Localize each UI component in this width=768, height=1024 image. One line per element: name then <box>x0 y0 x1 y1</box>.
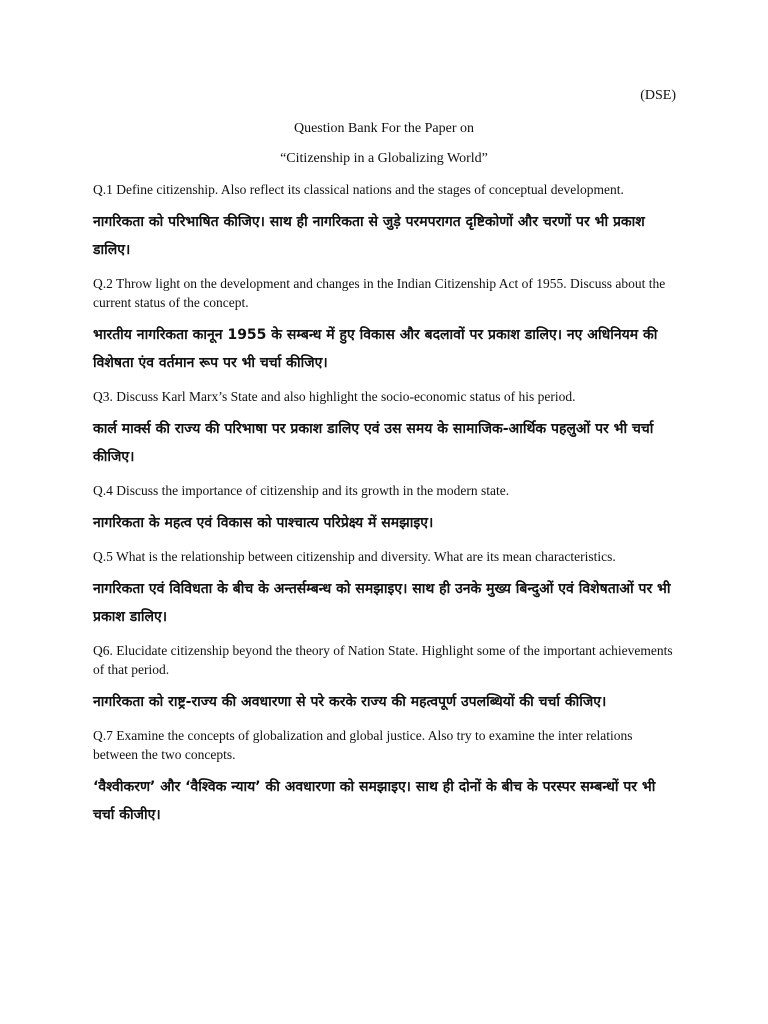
question-item <box>93 481 678 537</box>
question-english: Q.7 Examine the concepts of globalization and global justice. Also try to examine the inter relations between the two concepts. <box>93 728 633 762</box>
question-hindi: नागरिकता एवं विविधता के बीच के अन्तर्सम्बन्ध को समझाइए। साथ ही उनके मुख्य बिन्दुओं एवं विशेषताओं पर भी प्रकाश डालिए। <box>93 581 671 625</box>
question-item <box>93 641 678 716</box>
question-hindi: नागरिकता को राष्ट्र-राज्य की अवधारणा से परे करके राज्य की महत्वपूर्ण उपलब्धियों की चर्चा कीजिए। <box>93 694 607 710</box>
question-english: Q.1 Define citizenship. Also reflect its classical nations and the stages of conceptual development. <box>93 182 624 197</box>
question-list <box>93 180 678 839</box>
question-english: Q6. Elucidate citizenship beyond the theory of Nation State. Highlight some of the important achievements of that period. <box>93 643 673 677</box>
question-english: Q3. Discuss Karl Marx’s State and also highlight the socio-economic status of his period. <box>93 389 576 404</box>
question-item <box>93 726 678 829</box>
question-hindi: नागरिकता को परिभाषित कीजिए। साथ ही नागरिकता से जुड़े परमपरागत दृष्टिकोणों और चरणों पर भी प्रकाश डालिए। <box>93 214 645 258</box>
question-hindi: नागरिकता के महत्व एवं विकास को पाश्चात्य परिप्रेक्ष्य में समझाइए। <box>93 515 434 531</box>
question-hindi: भारतीय नागरिकता कानून 1955 के सम्बन्ध में हुए विकास और बदलावों पर प्रकाश डालिए। नए अधिनियम की विशेषता एंव वर्तमान रूप पर भी चर्चा कीजिए। <box>93 327 658 371</box>
question-hindi: कार्ल मार्क्स की राज्य की परिभाषा पर प्रकाश डालिए एवं उस समय के सामाजिक-आर्थिक पहलुओं पर भी चर्चा कीजिए। <box>93 421 654 465</box>
question-english: Q.4 Discuss the importance of citizenship and its growth in the modern state. <box>93 483 510 498</box>
course-tag: (DSE) <box>640 88 676 103</box>
question-english: Q.5 What is the relationship between citizenship and diversity. What are its mean characteristics. <box>93 549 616 564</box>
question-hindi: ‘वैश्वीकरण’ और ‘वैश्विक न्याय’ की अवधारणा को समझाइए। साथ ही दोनों के बीच के परस्पर सम्बन्धों पर भी चर्चा कीजीए। <box>93 779 656 823</box>
question-item <box>93 547 678 631</box>
question-item <box>93 274 678 377</box>
paper-title: “Citizenship in a Globalizing World” <box>280 151 488 166</box>
question-item <box>93 180 678 264</box>
question-english: Q.2 Throw light on the development and changes in the Indian Citizenship Act of 1955. Discuss about the current status of the concept. <box>93 276 666 310</box>
document-heading: Question Bank For the Paper on <box>293 121 475 136</box>
question-item <box>93 387 678 471</box>
